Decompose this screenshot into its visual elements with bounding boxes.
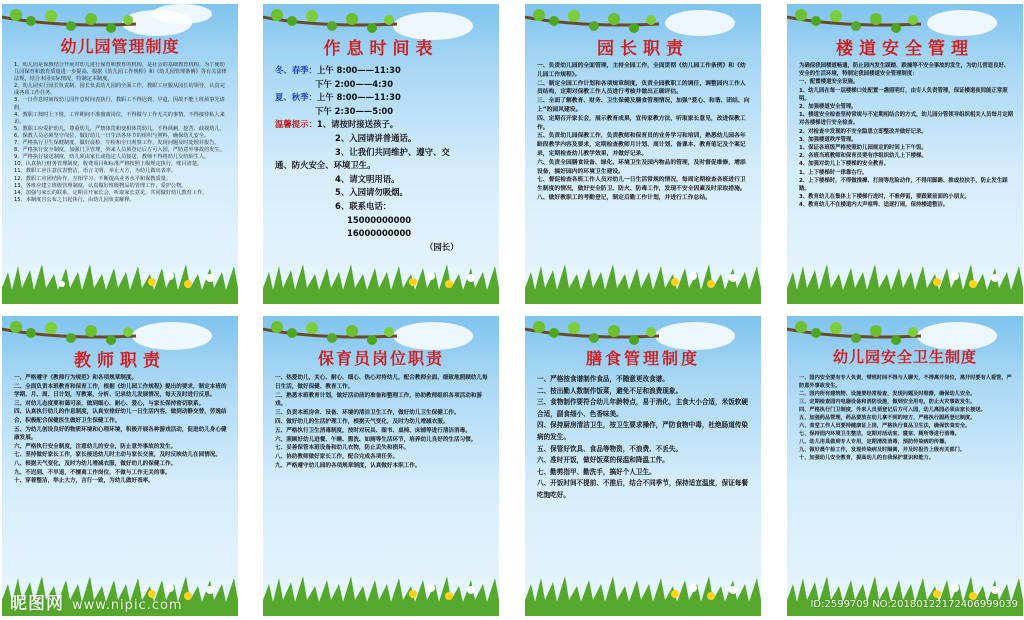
paragraph: 15、本制度自公布之日起执行，由幼儿园负责解释。 — [14, 196, 135, 203]
paragraph: 四、严格执行门卫制度，外来人员须登记后方可入园，幼儿离园必须由家长接送。 — [799, 407, 986, 413]
paragraph: 二、园内所有建筑物、设施要经常检查，发现问题及时维修，确保幼儿安全。 — [799, 391, 976, 397]
watermark-id: ID:2599709 NO:20180122172406999039 — [810, 599, 1018, 610]
tip: 5、入园请勿吸烟。 — [335, 187, 408, 198]
paragraph: 九、做好晨午检工作，发现传染病及时隔离，并及时报告上级有关部门。 — [799, 447, 966, 453]
paragraph: 五、严格执行卫生消毒制度，按时对玩具、图书、桌椅、床铺等进行清洁消毒。 — [275, 427, 471, 434]
paragraph: 四、保持厨房清洁卫生，按卫生要求操作，严防食物中毒，杜绝肠道传染病的发生。 — [537, 421, 748, 441]
paragraph: 一、热爱幼儿，关心、耐心、细心、热心对待幼儿，配合教师全面、细致地照顾幼儿每日生活，做好保健、教育工作。 — [275, 375, 488, 390]
paragraph: 12、教职工应团结协作，互相学习，不断提高业务水平和保教质量。 — [14, 175, 172, 182]
paragraph: 三、全面了解教育、财务、卫生保健及膳食管理情况，加强“爱心、和谐、团结、向上”的园风建设。 — [537, 98, 750, 113]
winter-am: 上午 8:00——11:30 — [316, 65, 401, 75]
paragraph: 2、上下楼梯时，不得做推搡、打闹等危险动作，不得用脚踢、推或拉扶手，防止发生踩踏。 — [799, 177, 1008, 193]
panel-body — [14, 62, 228, 260]
paragraph: 四、认真执行幼儿的作息制度，认真安排好幼儿一日生活内容，做到动静交替，劳逸结合，积极配合保健医生做好卫生保健工作。 — [14, 409, 227, 424]
paragraph: 二、熟悉本班教育计划，做好活动前的准备和整理工作，协助教师组织各项活动和游戏。 — [275, 392, 482, 408]
paragraph: 三、对幼儿态度要和蔼可亲，做到细心、耐心、爱心，与家长保持密切联系。 — [14, 400, 205, 407]
phone-number: 15000000000 — [347, 214, 412, 225]
poster-director-duties — [525, 4, 761, 304]
panel-body — [275, 374, 489, 572]
paragraph: 13、各班应建立班级管理制度，认真做好班级物品的管理工作，爱护公物。 — [14, 182, 187, 189]
summer-label: 夏、秋季： — [275, 92, 317, 103]
panel-body — [537, 374, 751, 572]
paragraph: 二、全面负责本班教育和保育工作，根据《幼儿园工作规程》提出的要求，制定本班的学期、月、周、日计划，写教案，分析、记录幼儿发展情况，每天及时进行反思。 — [14, 383, 227, 399]
paragraph: 7、严格执行卫生保健制度，做好晨检、午检和全日观察工作，发现问题及时处理并报告。 — [14, 140, 220, 147]
tip: 2、入园请讲普通话。 — [335, 132, 417, 143]
panel-title: 楼道安全管理 — [836, 39, 974, 59]
tip: 3、让我们共同维护、遵守、交 — [335, 146, 450, 157]
paragraph: 3、一日作息时间按幼儿园作息时间表执行，教职工不得迟到、早退，因故不能上班须事先请假。 — [14, 97, 225, 111]
paragraph: 1、幼儿园在每一层楼梯口处配置一盏照明灯，由专人负责管理，保证楼道夜间能正常照明。 — [799, 87, 1008, 102]
winter-label: 冬、春季： — [275, 65, 317, 75]
paragraph: 七、勤剪指甲、勤洗手，搞好个人卫生。 — [537, 467, 656, 476]
paragraph: 一、严格遵守《教师行为规范》和各项规章制度。 — [14, 375, 138, 381]
paragraph: 八、做好教职工的考勤登记，制定后勤工作计划，并进行工作总结。 — [537, 194, 711, 201]
paragraph: 七、保持园内环境卫生整洁，定期对活动室、寝室、厕所等进行消毒。 — [799, 431, 960, 437]
schedule-body — [275, 64, 491, 254]
paragraph: 4、教育幼儿不在楼道内大声喧哗、追逐打闹，保持楼道整洁。 — [799, 202, 949, 209]
paragraph: 2、加强楼道安全管理。 — [799, 104, 857, 111]
paragraph: 四、定期召开家长会，展示教育成果，宣传家教方法，听取家长意见，改进保教工作。 — [537, 115, 746, 131]
paragraph: 1、楼道安全检查坚持常规与不定期相结合的方式，幼儿园分管领导组织相关人员每月定期对各楼梯进行安全检查。 — [799, 112, 1013, 127]
paragraph: 一、园内安全要有专人负责，带班时间不得与人聊天，不得离开岗位，离开时要有人看管，严防意外事故发生。 — [799, 375, 1012, 389]
paragraph: 3、加强楼道秩序管理。 — [799, 136, 857, 143]
panel-body — [537, 62, 751, 260]
paragraph: 六、食堂工作人员要持健康证上岗，严格执行食品卫生法，确保饮食安全。 — [799, 423, 971, 429]
paragraph: 1、上下楼梯时一律靠右行。 — [799, 169, 868, 176]
poster-kindergarten-rules — [2, 4, 238, 304]
paragraph: 五、为幼儿创设良好的物质环境和心理环境，积极开展各种游戏活动，促进幼儿身心健康发展。 — [14, 426, 227, 442]
paragraph: 八、幼儿用具做到专人专用，定期清洗消毒，预防传染病的传播。 — [799, 439, 950, 445]
panel-title: 教师职责 — [74, 351, 166, 371]
paragraph: 六、照顾好幼儿进餐、午睡、盥洗、如厕等生活环节，培养幼儿良好的生活习惯。 — [275, 436, 477, 443]
panel-title: 膳食管理制度 — [585, 349, 700, 368]
paragraph: 三、定期检查园内电器设备和消防设施，做到安全用电，防止火灾事故发生。 — [799, 399, 976, 405]
paragraph: 三、负责本班房舍、设备、环境的清洁卫生工作，做好幼儿卫生保健工作。 — [275, 410, 460, 417]
poster-corridor-safety — [787, 4, 1023, 304]
tips-label: 温馨提示： — [275, 119, 317, 130]
paragraph: 1、保证各班级严格按照幼儿园规定的时间上下午饭。 — [799, 145, 927, 152]
grass-flowers-icon — [525, 258, 761, 304]
panel-body — [799, 62, 1013, 260]
paragraph: 八、开饭时间不提前、不推后，结合不同季节，保持适宜温度，保证每餐吃饱吃好。 — [537, 479, 748, 499]
paragraph: 七、坚持做好家长工作，家长接送幼儿时主动与家长交流，及时反映幼儿在园情况。 — [14, 452, 221, 459]
tip: 通、防火安全、环境卫生。 — [275, 160, 376, 171]
tip: 1、请按时接送孩子。 — [316, 119, 399, 130]
paragraph: 十、加强幼儿安全教育，提高幼儿的自我保护意识和能力。 — [799, 455, 934, 461]
signature: （园长） — [425, 241, 459, 252]
panel-title: 园长职责 — [597, 39, 689, 59]
paragraph: 一、配置楼道安全设施。 — [799, 79, 859, 86]
panel-body — [799, 374, 1013, 572]
paragraph: 为确保我园楼道畅通，防止园内发生踩踏、跌撞等不安全事故的发生，为幼儿营造良好、安全的生活环境，特制定我园楼道安全管理制度： — [799, 63, 1010, 78]
paragraph: 三、食物制作要符合幼儿年龄特点，易于消化，主食大小合适，米饭软硬合适，副食细小、色香味美。 — [537, 398, 748, 418]
paragraph: 八、协助教师做好家长工作，配合完成各项任务。 — [275, 454, 399, 461]
poster-safety-hygiene — [787, 316, 1023, 616]
paragraph: 1、幼儿园是保教结合开展对幼儿进行保育和教育的机构，是社会的基础教育机构。为了使幼儿园保育和教育质量进一步提高，根据《幼儿园工作规程》和《幼儿园管理条例》等有关法律法规，结合本园实际情况，特制定本制度。 — [14, 62, 227, 83]
paragraph: 五、负责幼儿园保教工作，负责教师和保育员的业务学习和培训，熟悉幼儿园各年龄段教学内容及要求，定期检查教师月计划、周计划、备课本、教育笔记及个案记录，定期检查幼儿教学效果，并做好记录。 — [537, 133, 746, 157]
grass-flowers-icon — [2, 258, 238, 304]
panel-title: 保育员岗位职责 — [317, 349, 444, 368]
paragraph: 二、按出勤人数制作饭菜，避免不足和浪费现象。 — [537, 386, 683, 395]
paragraph: 二、制定全园工作计划和各项规章制度，负责全园教职工的调任，调整园内工作人员结构，定期对保教工作人员进行考核并做出正确评估。 — [537, 80, 746, 96]
paragraph: 六、准时开饭，做好饭菜的保温和降温工作。 — [537, 456, 669, 465]
grass-flowers-icon — [263, 570, 499, 616]
paragraph: 八、根据天气变化，及时为幼儿增减衣服，做好幼儿的保健工作。 — [14, 460, 177, 467]
watermark-site-name: 昵图网 — [10, 594, 64, 614]
poster-teacher-duties — [2, 316, 238, 616]
paragraph: 4、加强对幼儿上下楼梯的安全教育。 — [799, 161, 890, 168]
paragraph: 九、严格遵守幼儿园的各项规章制度，认真做好本职工作。 — [275, 462, 421, 469]
poster-meal-management — [525, 316, 761, 616]
summer-pm: 下午 2:30——5:00 — [315, 105, 394, 116]
paragraph: 2、对检查中发现的不安全隐患立即整改并做好记录。 — [799, 128, 927, 135]
tip: 4、请文明用语。 — [335, 173, 400, 184]
paragraph: 六、严格执行安全制度，注意幼儿的安全，防止意外事故的发生。 — [14, 443, 177, 450]
paragraph: 七、妥善保管本班设备和幼儿衣物，防止丢失和损坏。 — [275, 445, 410, 452]
paragraph: 11、教职工应注意仪表整洁，语言文明，举止大方，为幼儿做出表率。 — [14, 168, 177, 175]
paragraph: 8、严格执行安全制度，加强门卫管理，外来人员须登记后方可入园，严防意外事故的发生。 — [14, 147, 225, 154]
panel-title: 作息时间表 — [323, 39, 439, 59]
paragraph: 6、保教人员必须坚守岗位，做好幼儿一日生活各环节的组织与照料，确保幼儿安全。 — [14, 132, 210, 139]
winter-pm: 下午 2:00——4:30 — [315, 78, 394, 89]
poster-caregiver-duties — [263, 316, 499, 616]
paragraph: 一、严格按食谱制作食品，不随意更改食谱。 — [537, 375, 669, 383]
paragraph: 六、负责全园膳食设备、绿化、环境卫生及园内物品的管理，及时督促维修，增添设备，搞好园内的环境卫生建设。 — [537, 159, 746, 175]
panel-title: 幼儿园管理制度 — [60, 37, 180, 56]
paragraph: 10、认真执行财务管理制度，收费项目和标准严格按照上级规定执行，账目清楚。 — [14, 161, 203, 168]
paragraph: 一、负责幼儿园的全面管理，主持全园工作，全面贯彻《幼儿园工作条例》和《幼儿园工作规程》。 — [537, 63, 746, 78]
paragraph: 4、教职工按时上下班，工作期间不准擅离岗位，不得做与工作无关的事情，不得接待私人来访。 — [14, 111, 225, 125]
paragraph: 14、加强与家长的联系，定期召开家长会，听取家长意见，共同做好幼儿教育工作。 — [14, 189, 208, 196]
paragraph: 5、教职工应爱护幼儿，尊重幼儿，严禁体罚和变相体罚幼儿，不得讽刺、挖苦、歧视幼儿。 — [14, 125, 225, 132]
grass-flowers-icon — [787, 258, 1023, 304]
paragraph: 五、加强药品管理，药品要放在幼儿拿不到的地方，严格执行服药登记制度。 — [799, 415, 976, 421]
watermark-logo — [10, 589, 183, 614]
paragraph: 9、严格执行接送制度，幼儿须由家长或指定人员接送，教师不得将幼儿交给陌生人。 — [14, 154, 210, 161]
paragraph: 十、穿着整洁，举止大方，言行一致，为幼儿做好表率。 — [14, 478, 154, 485]
tip: 6、联系电话： — [335, 200, 392, 211]
grass-flowers-icon — [263, 258, 499, 304]
paragraph: 九、不迟到、不早退，不擅离工作岗位，不做与工作无关的事。 — [14, 469, 171, 476]
panel-body — [14, 374, 228, 572]
grass-flowers-icon — [525, 570, 761, 616]
phone-number: 16000000000 — [347, 228, 412, 239]
poster-schedule — [263, 4, 499, 304]
watermark-url: www.nipic.com — [72, 598, 183, 613]
panel-title: 幼儿园安全卫生制度 — [832, 348, 977, 366]
paragraph: 五、保管好饮具、食品等物资，不浪费、不丢失。 — [537, 444, 683, 453]
paragraph: 2、各班当班教师和保育员要有序组织幼儿上下楼梯。 — [799, 153, 927, 160]
paragraph: 四、做好幼儿的生活护理工作，根据天气变化，及时为幼儿增减衣服。 — [275, 418, 449, 425]
paragraph: 2、幼儿园实行园长负责制。园长负责幼儿园的全面工作，教职工应服从园长的领导，认真完成各项工作任务。 — [14, 83, 225, 97]
paragraph: 七、督促检查各班工作人员对幼儿一日生活常规的情况，每周定期检查各班进行卫生制度的情况，做好安全防卫、防火、防毒工作，发现不安全因素及时采取措施。 — [537, 177, 746, 193]
summer-am: 上午 8:00——11:30 — [316, 92, 401, 103]
paragraph: 3、教育幼儿在集体上下楼梯行进时，不准停留，要跟紧前面的小朋友。 — [799, 194, 970, 201]
